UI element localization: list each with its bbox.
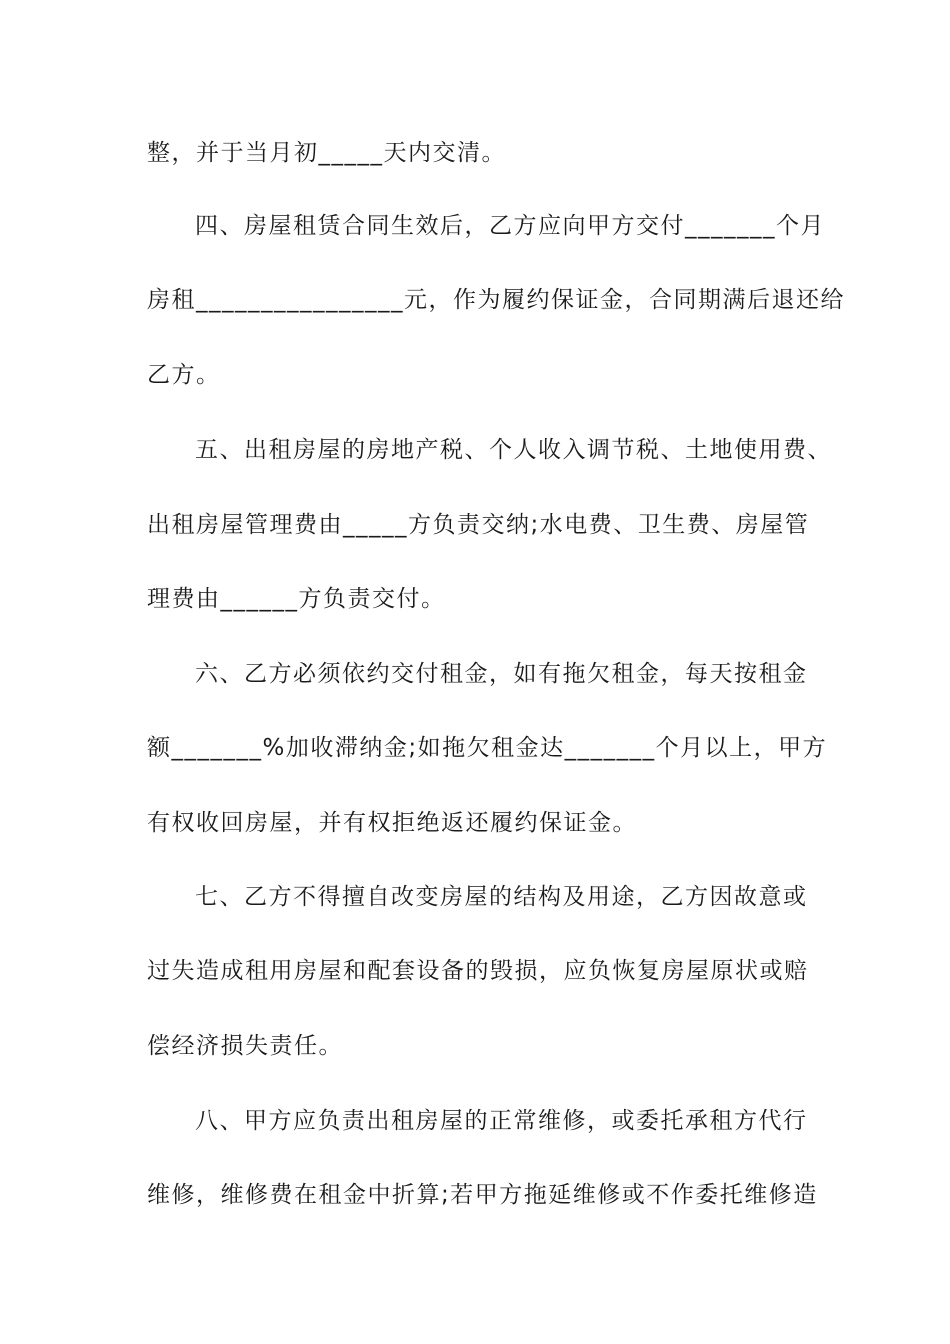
clause-5-line-1: 五、出租房屋的房地产税、个人收入调节税、土地使用费、 bbox=[195, 437, 832, 463]
text-line: 乙方。 bbox=[147, 362, 221, 388]
text-line: 出租房屋管理费由_____方负责交纳;水电费、卫生费、房屋管 bbox=[147, 512, 810, 538]
text-line: 维修，维修费在租金中折算;若甲方拖延维修或不作委托维修造 bbox=[147, 1182, 818, 1208]
text-line: 整，并于当月初_____天内交清。 bbox=[147, 140, 506, 166]
clause-4-line-1: 四、房屋租赁合同生效后，乙方应向甲方交付_______个月 bbox=[195, 213, 825, 239]
text-line: 房租________________元，作为履约保证金，合同期满后退还给 bbox=[147, 287, 845, 313]
text-line: 理费由______方负责交付。 bbox=[147, 586, 446, 612]
text-line: 有权收回房屋，并有权拒绝返还履约保证金。 bbox=[147, 810, 637, 836]
text-line: 偿经济损失责任。 bbox=[147, 1033, 343, 1059]
text-line: 额_______%加收滞纳金;如拖欠租金达_______个月以上，甲方 bbox=[147, 735, 828, 761]
clause-7-line-1: 七、乙方不得擅自改变房屋的结构及用途，乙方因故意或 bbox=[195, 884, 808, 910]
clause-8-line-1: 八、甲方应负责出租房屋的正常维修，或委托承租方代行 bbox=[195, 1108, 808, 1134]
text-line: 过失造成租用房屋和配套设备的毁损，应负恢复房屋原状或赔 bbox=[147, 958, 809, 984]
clause-6-line-1: 六、乙方必须依约交付租金，如有拖欠租金，每天按租金 bbox=[195, 661, 808, 687]
